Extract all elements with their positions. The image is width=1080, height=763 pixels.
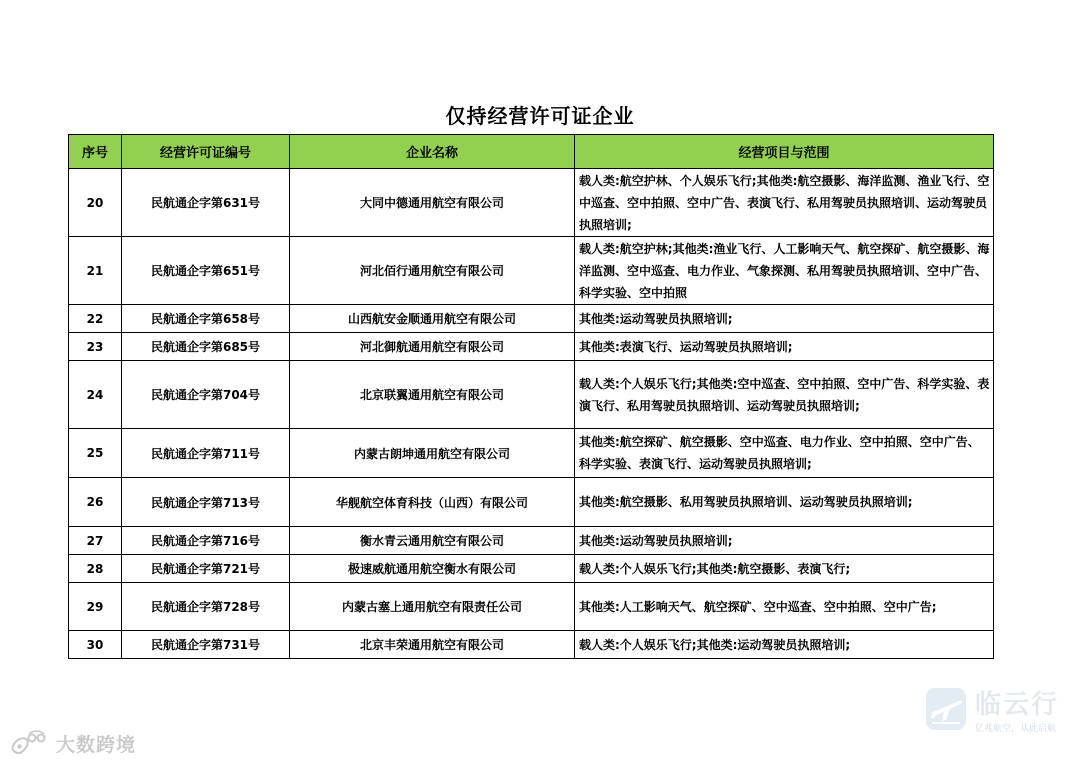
- table-row: [69, 583, 994, 631]
- cell-license: 民航通企字第713号: [122, 478, 290, 527]
- cell-no: 21: [69, 237, 122, 305]
- table-row: [69, 429, 994, 478]
- cell-no: 27: [69, 527, 122, 555]
- license-table: [68, 134, 994, 659]
- cell-company: 大同中德通用航空有限公司: [290, 169, 575, 237]
- cell-license: 民航通企字第731号: [122, 631, 290, 659]
- cell-no: 30: [69, 631, 122, 659]
- cell-license: 民航通企字第651号: [122, 237, 290, 305]
- table-row: [69, 305, 994, 333]
- cell-scope: 载人类:个人娱乐飞行;其他类:空中巡查、空中拍照、空中广告、科学实验、表演飞行、私用驾驶员执照培训、运动驾驶员执照培训;: [575, 361, 994, 429]
- cell-scope: 其他类:运动驾驶员执照培训;: [575, 305, 994, 333]
- cell-license: 民航通企字第728号: [122, 583, 290, 631]
- cell-scope: 载人类:个人娱乐飞行;其他类:航空摄影、表演飞行;: [575, 555, 994, 583]
- cell-no: 25: [69, 429, 122, 478]
- cell-no: 26: [69, 478, 122, 527]
- cell-scope: 载人类:航空护林、个人娱乐飞行;其他类:航空摄影、海洋监测、渔业飞行、空中巡查、空中拍照、空中广告、表演飞行、私用驾驶员执照培训、运动驾驶员执照培训;: [575, 169, 994, 237]
- table-header-row: [69, 135, 994, 169]
- cell-company: 华舰航空体育科技（山西）有限公司: [290, 478, 575, 527]
- table-row: [69, 527, 994, 555]
- weibo-logo-icon: [10, 730, 50, 756]
- watermark-brand: 临云行: [975, 690, 1060, 720]
- cell-company: 衡水青云通用航空有限公司: [290, 527, 575, 555]
- page-title: 仅持经营许可证企业: [445, 104, 635, 128]
- col-header-no: 序号: [69, 135, 122, 169]
- table-row: [69, 169, 994, 237]
- cell-no: 24: [69, 361, 122, 429]
- table-row: [69, 555, 994, 583]
- cell-scope: 其他类:人工影响天气、航空探矿、空中巡查、空中拍照、空中广告;: [575, 583, 994, 631]
- cell-scope: 其他类:航空探矿、航空摄影、空中巡查、电力作业、空中拍照、空中广告、科学实验、表演飞行、运动驾驶员执照培训;: [575, 429, 994, 478]
- table-row: [69, 237, 994, 305]
- cell-no: 22: [69, 305, 122, 333]
- cell-scope: 其他类:运动驾驶员执照培训;: [575, 527, 994, 555]
- cell-no: 23: [69, 333, 122, 361]
- cell-company: 极速威航通用航空衡水有限公司: [290, 555, 575, 583]
- cell-no: 20: [69, 169, 122, 237]
- col-header-scope: 经营项目与范围: [575, 135, 994, 169]
- cell-no: 29: [69, 583, 122, 631]
- cell-company: 北京联翼通用航空有限公司: [290, 361, 575, 429]
- cell-company: 内蒙古塞上通用航空有限责任公司: [290, 583, 575, 631]
- cell-license: 民航通企字第685号: [122, 333, 290, 361]
- cell-scope: 其他类:航空摄影、私用驾驶员执照培训、运动驾驶员执照培训;: [575, 478, 994, 527]
- watermark-left: [10, 728, 136, 758]
- cell-company: 山西航安金顺通用航空有限公司: [290, 305, 575, 333]
- watermark-slogan: 亿兆航空，从此启航: [975, 724, 1057, 734]
- table-row: [69, 333, 994, 361]
- cell-license: 民航通企字第631号: [122, 169, 290, 237]
- cell-license: 民航通企字第716号: [122, 527, 290, 555]
- cell-license: 民航通企字第658号: [122, 305, 290, 333]
- col-header-license: 经营许可证编号: [122, 135, 290, 169]
- cell-company: 北京丰荣通用航空有限公司: [290, 631, 575, 659]
- cell-company: 河北御航通用航空有限公司: [290, 333, 575, 361]
- watermark-left-text: 大数跨境: [56, 733, 137, 756]
- col-header-company: 企业名称: [290, 135, 575, 169]
- cell-scope: 其他类:表演飞行、运动驾驶员执照培训;: [575, 333, 994, 361]
- cell-license: 民航通企字第704号: [122, 361, 290, 429]
- cell-company: 内蒙古朗坤通用航空有限公司: [290, 429, 575, 478]
- table-row: [69, 631, 994, 659]
- cell-no: 28: [69, 555, 122, 583]
- cell-scope: 载人类:个人娱乐飞行;其他类:运动驾驶员执照培训;: [575, 631, 994, 659]
- watermark-right: [925, 680, 1059, 738]
- airplane-logo-icon: [925, 687, 967, 731]
- cell-company: 河北佰行通用航空有限公司: [290, 237, 575, 305]
- cell-license: 民航通企字第721号: [122, 555, 290, 583]
- table-row: [69, 361, 994, 429]
- table-row: [69, 478, 994, 527]
- cell-scope: 载人类:航空护林;其他类:渔业飞行、人工影响天气、航空探矿、航空摄影、海洋监测、空中巡查、电力作业、气象探测、私用驾驶员执照培训、空中广告、科学实验、空中拍照: [575, 237, 994, 305]
- cell-license: 民航通企字第711号: [122, 429, 290, 478]
